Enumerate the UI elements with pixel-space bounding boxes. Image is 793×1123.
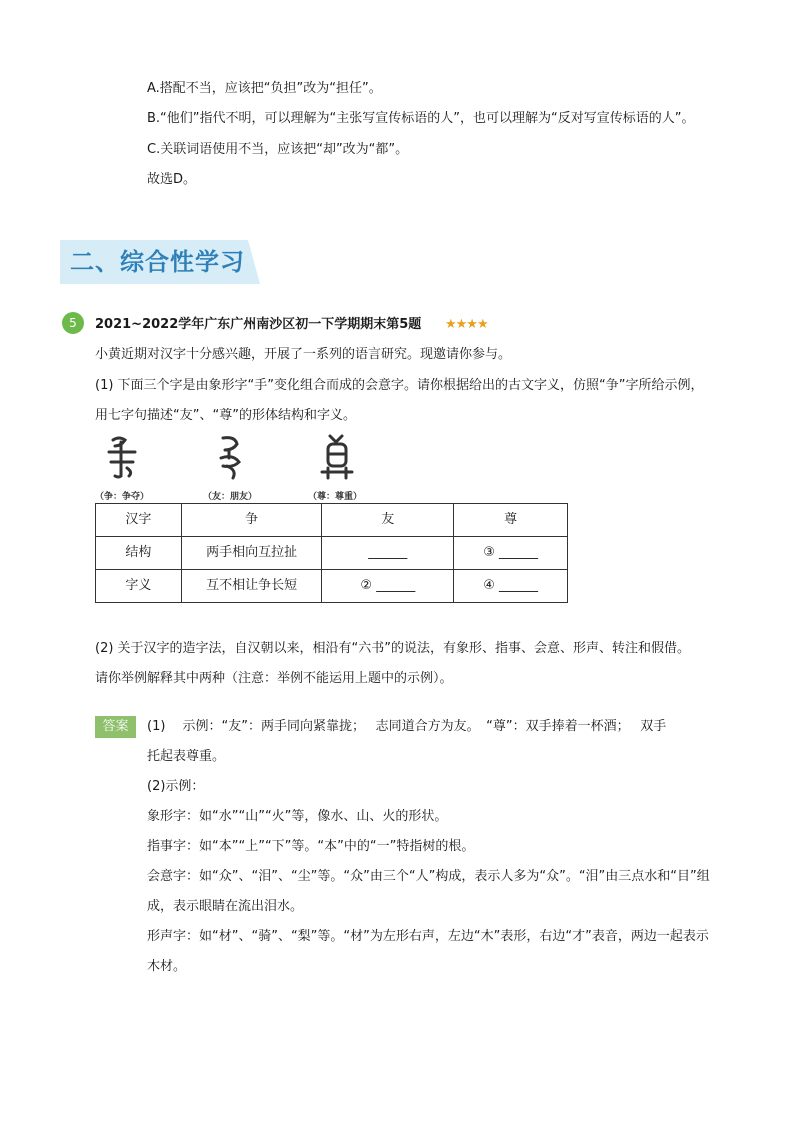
table-cell: 两手相向互拉扯 [181, 537, 322, 570]
section-banner [60, 240, 260, 284]
answer-line: 木材。 [147, 959, 187, 974]
question-source: 2021~2022学年广东广州南沙区初一下学期期末第5题 [95, 317, 422, 332]
table-blank: ④ ______ [454, 570, 568, 603]
table-header-cell: 汉字 [96, 504, 182, 537]
section-title: 二、综合性学习 [70, 248, 245, 276]
glyph-caption: （友：朋友） [203, 492, 258, 502]
question-intro: 小黄近期对汉字十分感兴趣，开展了一系列的语言研究。现邀请你参与。 [95, 347, 512, 362]
part2-prompt-line2: 请你举例解释其中两种（注意：举例不能运用上题中的示例）。 [95, 671, 453, 686]
question-number-badge: 5 [62, 312, 84, 334]
prev-answer-conclusion: 故选D。 [147, 172, 197, 187]
glyph-caption: （争：争夺） [95, 492, 150, 502]
part2-prompt-line1: (2) 关于汉字的造字法，自汉朝以来，相沿有“六书”的说法，有象形、指事、会意、形声、转注和假借。 [95, 641, 691, 656]
table-cell: 结构 [96, 537, 182, 570]
answer-line: 托起表尊重。 [147, 749, 226, 764]
seal-script-zun-icon [308, 432, 378, 502]
table-cell: 互不相让争长短 [181, 570, 322, 603]
seal-script-zheng-icon [95, 432, 165, 502]
prev-answer-line-a: A.搭配不当，应该把“负担”改为“担任”。 [147, 81, 382, 96]
table-row [96, 570, 568, 603]
prev-answer-line-b: B.“他们”指代不明，可以理解为“主张写宣传标语的人”，也可以理解为“反对写宣传标语的人”。 [147, 111, 695, 126]
answer-line: 会意字：如“众”、“泪”、“尘”等。“众”由三个“人”构成，表示人多为“众”。“泪”由三点水和“目”组 [147, 869, 710, 884]
table-header-row [96, 504, 568, 537]
table-row [96, 537, 568, 570]
part1-prompt-line2: 用七字句描述“友”、“尊”的形体结构和字义。 [95, 408, 356, 423]
answer-line: (2)示例： [147, 779, 205, 794]
seal-script-you-icon [203, 432, 273, 502]
glyph-caption: （尊：尊重） [308, 492, 363, 502]
answer-line: 成，表示眼睛在流出泪水。 [147, 899, 304, 914]
table-header-cell: 尊 [454, 504, 568, 537]
table-blank: ______ [322, 537, 454, 570]
answer-line: (1) 示例：“友”：两手同向紧靠拢； 志同道合方为友。 “尊”：双手捧着一杯酒； 双手 [147, 719, 667, 734]
difficulty-stars: ★★★★ [445, 317, 488, 332]
table-cell: 字义 [96, 570, 182, 603]
answer-line: 形声字：如“材”、“骑”、“梨”等。“材”为左形右声，左边“木”表形，右边“才”表音，两边一起表示 [147, 929, 709, 944]
answer-tag: 答案 [95, 716, 136, 738]
table-header-cell: 友 [322, 504, 454, 537]
prev-answer-line-c: C.关联词语使用不当，应该把“却”改为“都”。 [147, 142, 409, 157]
table-blank: ② ______ [322, 570, 454, 603]
table-header-cell: 争 [181, 504, 322, 537]
part1-prompt-line1: (1) 下面三个字是由象形字“手”变化组合而成的会意字。请你根据给出的古文字义，仿照“争”字所给示例， [95, 378, 704, 393]
character-table [95, 503, 568, 603]
table-blank: ③ ______ [454, 537, 568, 570]
answer-line: 指事字：如“本”“上”“下”等。“本”中的“一”特指树的根。 [147, 839, 475, 854]
answer-line: 象形字：如“水”“山”“火”等，像水、山、火的形状。 [147, 809, 448, 824]
